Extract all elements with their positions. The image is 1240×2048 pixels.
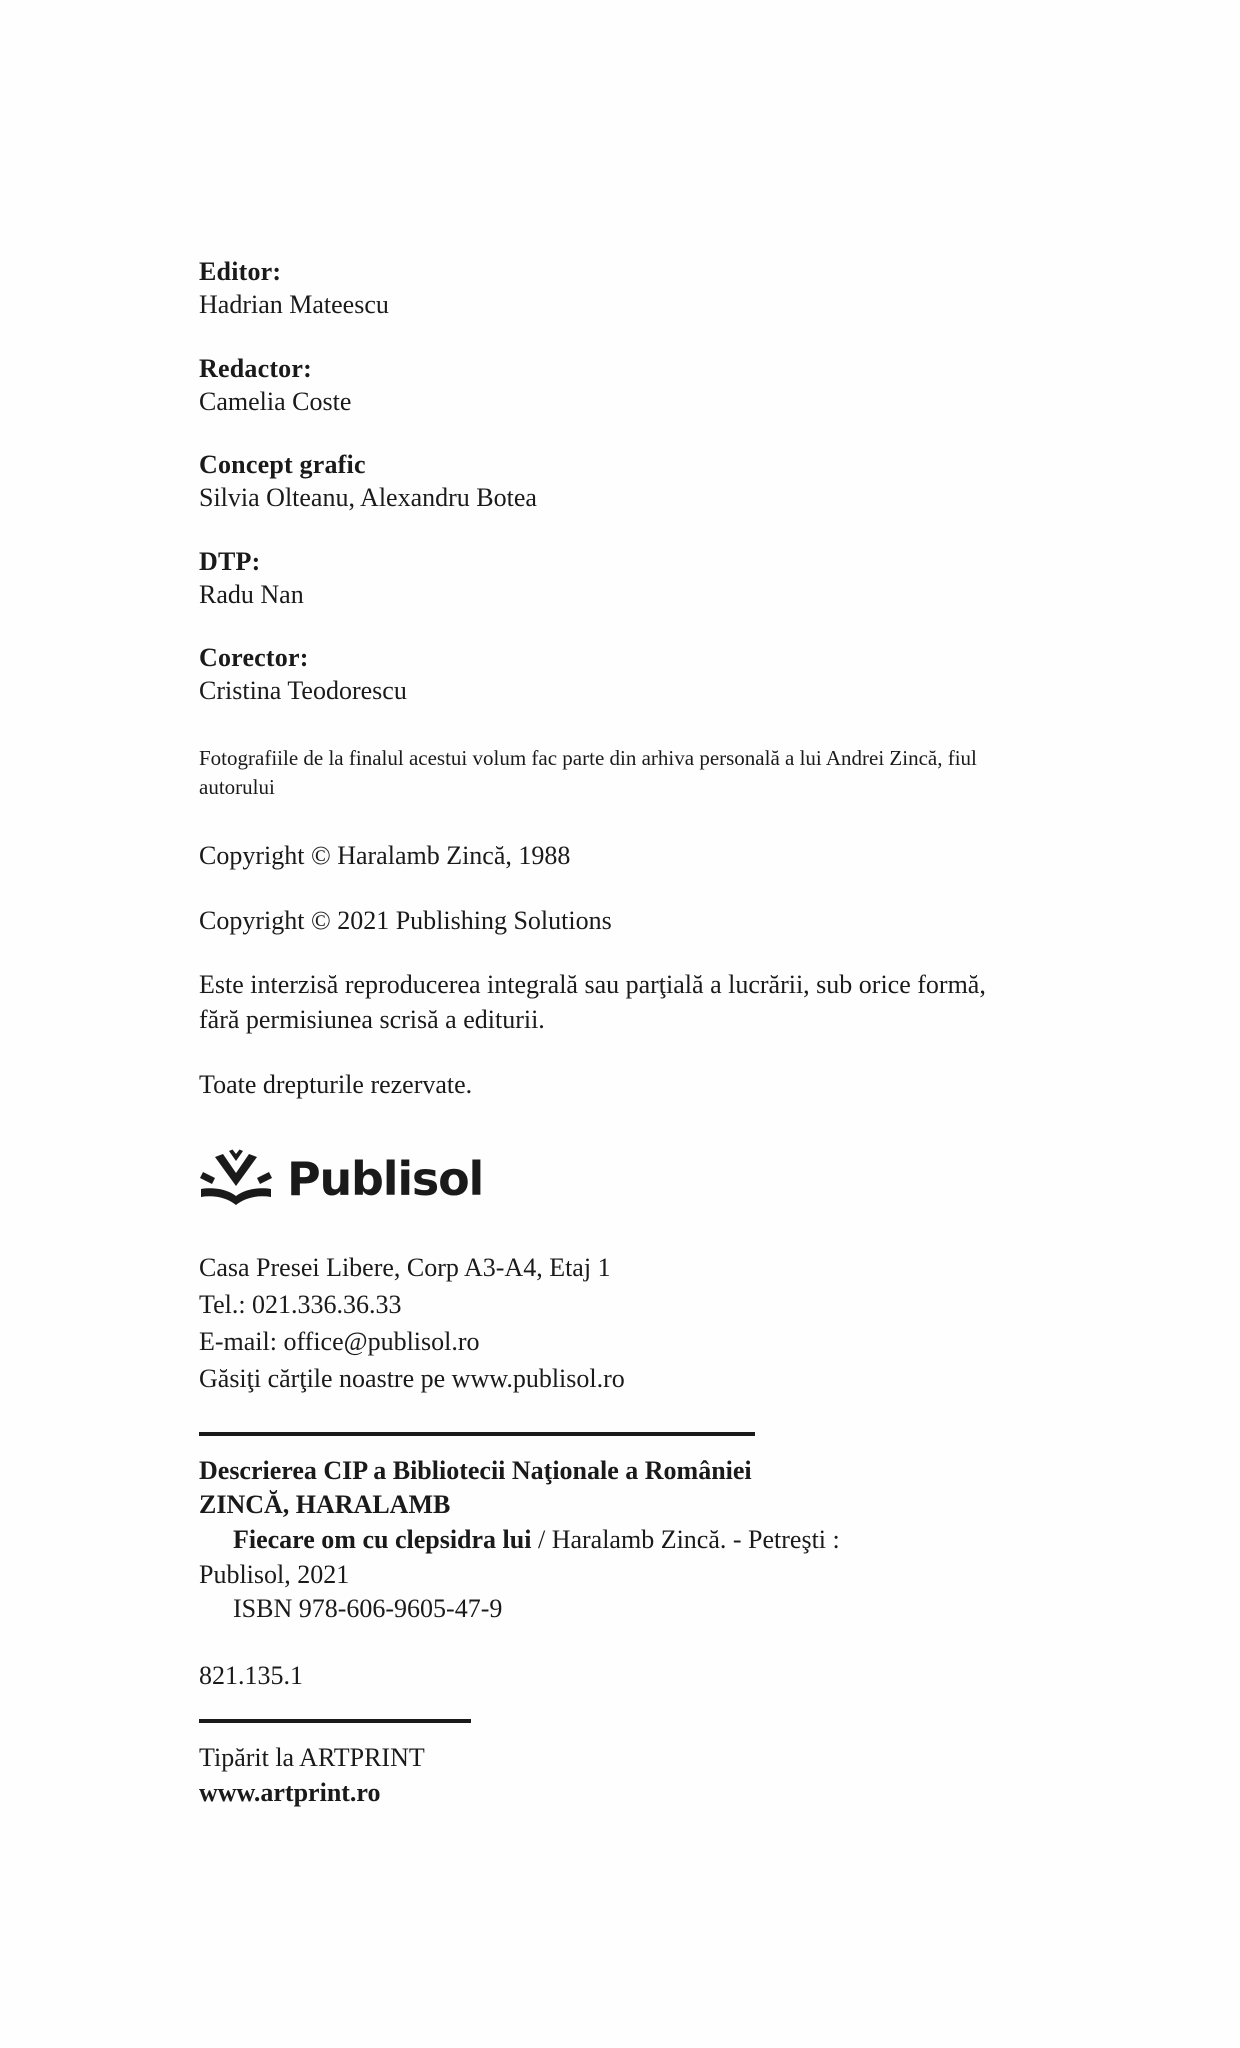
divider-above-printer <box>199 1719 471 1723</box>
copyright-author: Copyright © Haralamb Zincă, 1988 <box>199 841 571 871</box>
cip-block <box>199 1454 1009 1627</box>
cip-imprint: / Haralamb Zincă. - Petreşti : <box>531 1524 840 1554</box>
credit-block-concept-grafic <box>199 448 1059 515</box>
cip-author: ZINCĂ, HARALAMB <box>199 1490 451 1520</box>
cip-imprint-line2: Publisol, 2021 <box>199 1559 350 1589</box>
printer-line: Tipărit la ARTPRINT <box>199 1743 425 1773</box>
publisher-contact <box>199 1250 1059 1398</box>
cip-title-line <box>199 1523 1009 1558</box>
credit-block-dtp <box>199 545 1059 612</box>
printer-website: www.artprint.ro <box>199 1777 381 1807</box>
contact-website: Găsiţi cărţile noastre pe www.publisol.ro <box>199 1363 625 1393</box>
publisher-logo <box>199 1148 1059 1210</box>
credit-role-label: Concept grafic <box>199 450 366 480</box>
credit-role-label: DTP: <box>199 546 261 576</box>
credit-block-redactor <box>199 352 1059 419</box>
credit-name-value: Camelia Coste <box>199 386 352 416</box>
publisol-sun-book-mark-icon <box>199 1148 273 1210</box>
credit-name-value: Silvia Olteanu, Alexandru Botea <box>199 483 537 513</box>
cip-title: Fiecare om cu clepsidra lui <box>233 1524 532 1554</box>
divider-above-cip <box>199 1432 755 1436</box>
credit-block-corector <box>199 641 1059 708</box>
credit-block-editor <box>199 255 1059 322</box>
all-rights-reserved: Toate drepturile rezervate. <box>199 1069 473 1099</box>
contact-phone: Tel.: 021.336.36.33 <box>199 1290 402 1320</box>
credit-role-label: Redactor: <box>199 353 312 383</box>
credit-role-label: Corector: <box>199 643 309 673</box>
cip-isbn: ISBN 978-606-9605-47-9 <box>233 1594 503 1624</box>
credit-name-value: Radu Nan <box>199 579 304 609</box>
credit-name-value: Hadrian Mateescu <box>199 290 389 320</box>
credit-role-label: Editor: <box>199 257 282 286</box>
page-content <box>199 255 1059 1810</box>
cip-heading: Descrierea CIP a Bibliotecii Naţionale a României <box>199 1455 752 1485</box>
publisol-wordmark: Publisol <box>287 1152 484 1207</box>
credit-name-value: Cristina Teodorescu <box>199 676 407 706</box>
contact-email: E-mail: office@publisol.ro <box>199 1326 480 1356</box>
rights-notice: Este interzisă reproducerea integrală sau parţială a lucrării, sub orice formă, fără permisiunea scrisă a editurii. <box>199 970 986 1035</box>
photo-archive-note: Fotografiile de la finalul acestui volum fac parte din arhiva personală a lui Andrei Zincă, fiul autorului <box>199 745 977 800</box>
cip-udc-code: 821.135.1 <box>199 1660 303 1690</box>
contact-address: Casa Presei Libere, Corp A3-A4, Etaj 1 <box>199 1253 611 1283</box>
copyright-publisher: Copyright © 2021 Publishing Solutions <box>199 905 612 935</box>
